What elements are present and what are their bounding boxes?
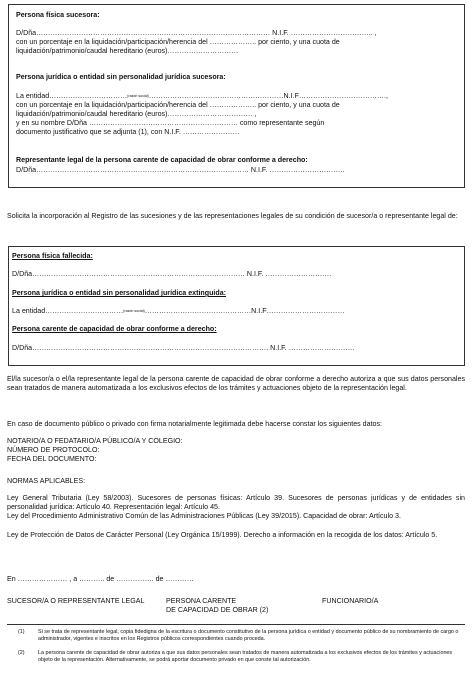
normas-ley-procedimiento: Ley del Procedimiento Administrativo Común de las Administraciones Públicas (Ley 39/2015). Capacidad de obrar: Artículo 3.: [7, 512, 401, 520]
representante-legal-title: Representante legal de la persona carente de capacidad de obrar conforme a derecho:: [16, 156, 308, 164]
normas-title: NORMAS APLICABLES:: [7, 477, 86, 485]
footnote-2-text: La persona carente de capacidad de obrar autoriza a que sus datos personales sean tratados de manera automatizada a los exclusivos efectos de los trámites y actuaciones objeto de la representación. Alternativamente, se podrá aportar documento privado en que conste tal autorización.: [38, 650, 453, 663]
carente-title: Persona carente de capacidad de obrar conforme a derecho:: [12, 325, 217, 333]
extinguida-title: Persona jurídica o entidad sin personalidad jurídica extinguida:: [12, 289, 227, 297]
footnote-divider: [7, 624, 465, 625]
footnote-1-text: Si se trata de representante legal, copia fidedigna de la escritura o documento constitutivo de la persona jurídica o entidad y documento público de su nombramiento de cargo o administrador, vigentes e inscritos en los Registros públicos correspondientes cuando proceda.: [38, 629, 459, 642]
extinguida-line: [12, 307, 345, 317]
notarial-text: En caso de documento público o privado con firma notarialmente legitimada debe hacerse constar los siguientes datos:: [7, 420, 383, 428]
juridica-sucesora-title: Persona jurídica o entidad sin personalidad jurídica sucesora:: [16, 73, 226, 81]
fisica-sucesora-line3: liquidación/patrimonio/caudal hereditario (euros)…………………………: [16, 47, 239, 55]
place-date-line: En ………………… , a ……….. de ……………. de …………: [7, 575, 194, 583]
fallecida-title: Persona física fallecida:: [12, 252, 93, 260]
extinguida-razon-social-hint: (razón social): [123, 309, 145, 313]
normas-ley-proteccion: Ley de Protección de Datos de Carácter Personal (Ley Orgánica 15/1999). Derecho a información en la recogida de los datos: Artículo 5.: [7, 531, 438, 539]
notary-line-2: NÚMERO DE PROTOCOLO:: [7, 446, 100, 454]
authorize-text: El/la sucesor/a o el/la representante legal de la persona carente de capacidad de obrar conforme a derecho autoriza a que sus datos personales sean tratados de manera automatizada a los exclusivos efectos de los trámites y actuaciones objeto de la representación legal.: [7, 375, 465, 393]
fisica-sucesora-line1: D/Dña……………………………………………………………………………………… N.I.F. …………………………….. ,: [16, 29, 377, 37]
notary-line-3: FECHA DEL DOCUMENTO:: [7, 455, 97, 463]
footnote-1-mark: (1): [18, 629, 25, 635]
juridica-sucesora-line4: y en su nombre D/Dña ……………………………………………………… como representante según: [16, 119, 325, 127]
signature-funcionario-label: FUNCIONARIO/A: [322, 597, 379, 605]
carente-line: D/Dña………………………………………………………………………………………. N.I.F. ……………………….: [12, 344, 355, 352]
signature-carente-label: PERSONA CARENTE DE CAPACIDAD DE OBRAR (2): [166, 597, 269, 614]
extinguida-entidad-text-b: ………………………………………N.I.F……………………………: [144, 307, 345, 315]
juridica-sucesora-line2: con un porcentaje en la liquidación/participación/herencia del ……………….. por ciento, y una cuota de: [16, 101, 340, 109]
razon-social-hint: (razón social): [127, 94, 149, 98]
juridica-sucesora-line5: documento justificativo que se adjunta (1), con N.I.F. ……………………: [16, 128, 240, 136]
extinguida-entidad-text: La entidad……………………………: [12, 307, 124, 315]
representante-legal-line: D/Dña……………………………………………………………………………… N.I.F. …………………………..: [16, 166, 345, 174]
juridica-entidad-text: La entidad……………………………: [16, 92, 128, 100]
notary-line-1: NOTARIO/A O FEDATARIO/A PÚBLICO/A Y COLEGIO:: [7, 437, 183, 445]
fisica-sucesora-line2: con un porcentaje en la liquidación/participación/herencia del ……………….. por ciento, y una cuota de: [16, 38, 340, 46]
juridica-entidad-text-b: …………………………………………………N.I.F……………………………….,: [148, 92, 388, 100]
footnote-2-mark: (2): [18, 650, 25, 656]
signature-sucesor-label: SUCESOR/A O REPRESENTANTE LEGAL: [7, 597, 145, 605]
juridica-sucesora-line3: liquidación/patrimonio/caudal hereditario (euros)……………………………… ,: [16, 110, 257, 118]
request-text: Solicita la incorporación al Registro de las sucesiones y de las representaciones legales de su condición de sucesor/a o representante legal de:: [7, 212, 458, 220]
normas-ley-general: Ley General Tributaria (Ley 58/2003). Sucesores de personas físicas: Artículo 39. Sucesores de personas jurídicas y de entidades sin personalidad jurídica: Artículo 40. Representación legal: Artículo 45.: [7, 494, 465, 512]
fallecida-line: D/Dña……………………………………………………………………………… N.I.F. ……………………….: [12, 270, 332, 278]
fisica-sucesora-title: Persona física sucesora:: [16, 11, 100, 19]
